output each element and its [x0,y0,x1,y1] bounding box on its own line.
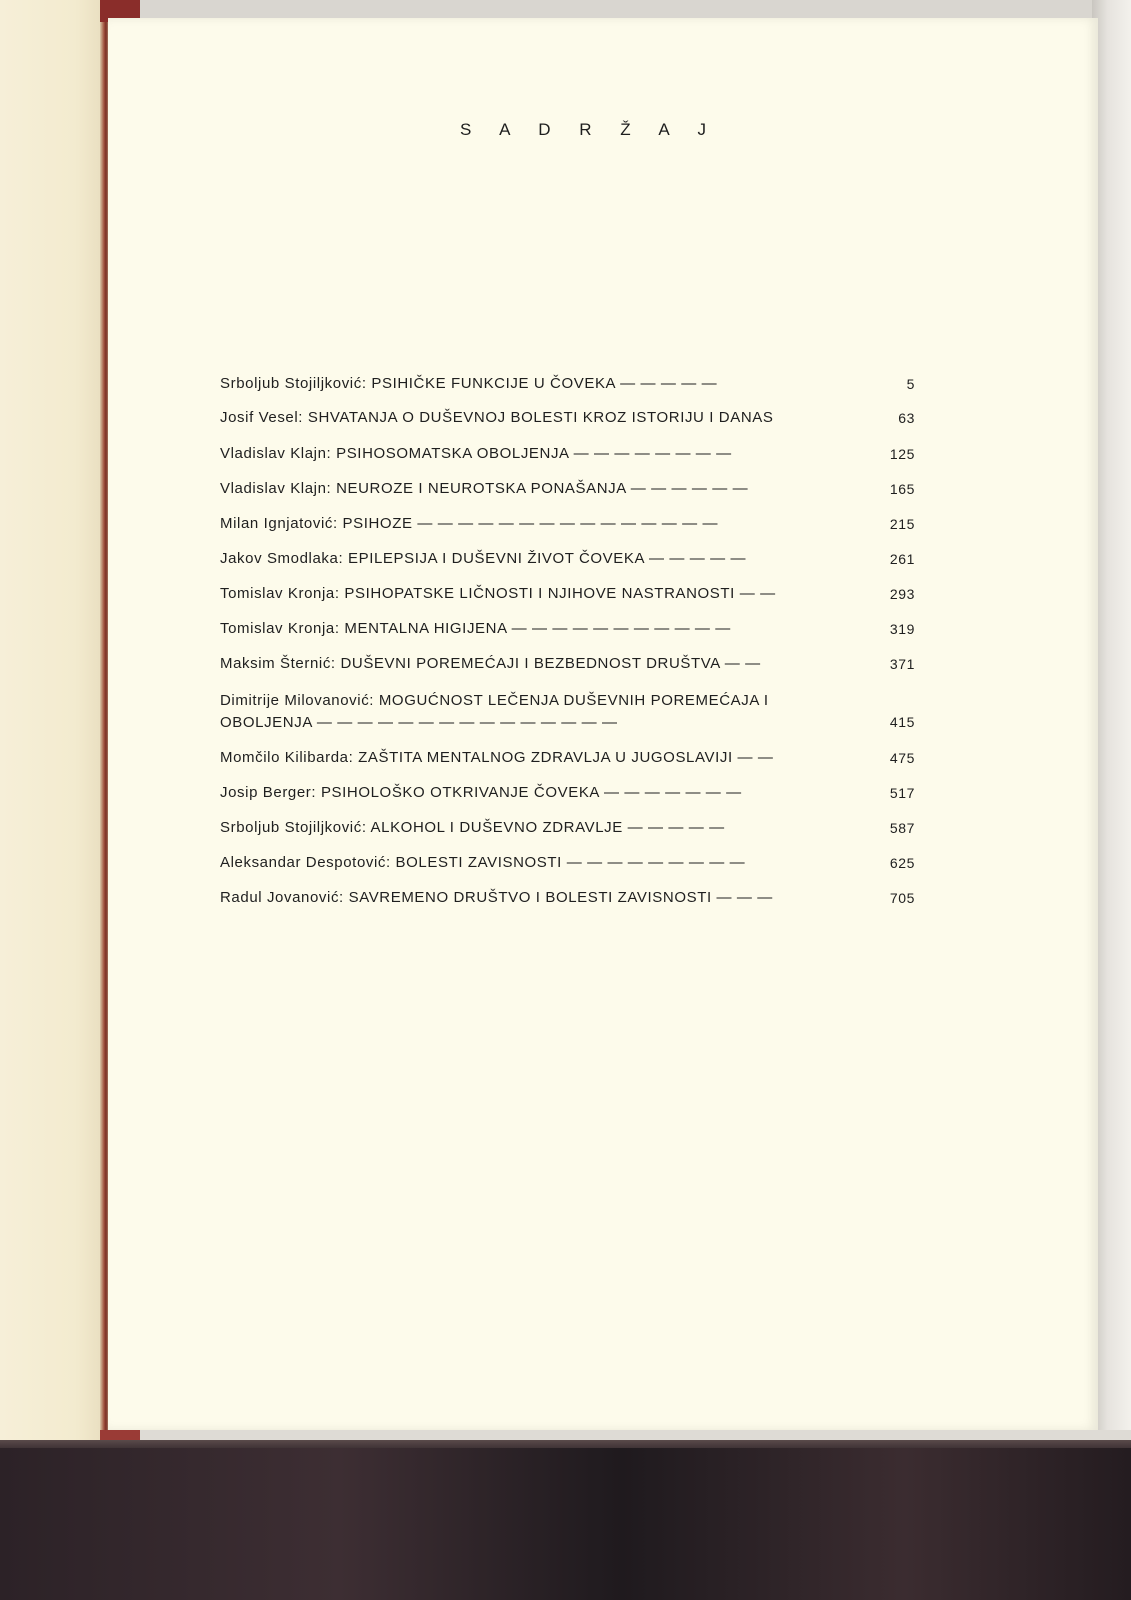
toc-entry [220,852,915,874]
toc-entry-text: Radul Jovanović: SAVREMENO DRUŠTVO I BOLESTI ZAVISNOSTI — — — [220,889,773,906]
toc-entry [220,887,915,909]
left-page [0,0,108,1440]
toc-page-number: 215 [889,516,915,532]
toc-page-number: 125 [889,446,915,462]
toc-page-number: 587 [889,820,915,836]
toc-entry [220,407,915,429]
toc-entry [220,782,915,804]
toc-entry-text: Dimitrije Milovanović: MOGUĆNOST LEČENJA DUŠEVNIH POREMEĆAJA I OBOLJENJA — — — — — — — — — — — — — — — [220,692,769,731]
toc-page-number: 293 [889,586,915,602]
toc-page-number: 5 [906,376,915,392]
toc-entry [220,653,915,675]
toc-entry [220,478,915,500]
toc-page-number: 475 [889,750,915,766]
toc-page-number: 517 [889,785,915,801]
toc-entry-text: Vladislav Klajn: PSIHOSOMATSKA OBOLJENJA — — — — — — — — [220,445,732,462]
toc-entry [220,618,915,640]
toc-entry-text: Srboljub Stojiljković: PSIHIČKE FUNKCIJE U ČOVEKA — — — — — [220,375,718,392]
toc-entry [220,817,915,839]
toc-entry [220,690,915,734]
toc-entry-text: Jakov Smodlaka: EPILEPSIJA I DUŠEVNI ŽIVOT ČOVEKA — — — — — [220,550,747,567]
toc-page-number: 705 [889,890,915,906]
toc-entry [220,548,915,570]
toc-page-number: 63 [898,410,915,426]
toc-entry-text: Josif Vesel: SHVATANJA O DUŠEVNOJ BOLESTI KROZ ISTORIJU I DANAS [220,409,774,426]
toc-page-number: 319 [889,621,915,637]
toc-entry [220,583,915,605]
toc-entry-text: Momčilo Kilibarda: ZAŠTITA MENTALNOG ZDRAVLJA U JUGOSLAVIJI — — [220,749,774,766]
toc-page-number: 261 [889,551,915,567]
toc-entry-text: Tomislav Kronja: PSIHOPATSKE LIČNOSTI I NJIHOVE NASTRANOSTI — — [220,585,776,602]
page-title: S A D R Ž A J [460,120,719,139]
toc-entry-text: Vladislav Klajn: NEUROZE I NEUROTSKA PONAŠANJA — — — — — — [220,480,749,497]
toc-page-number: 415 [889,714,915,730]
toc-entry-text: Srboljub Stojiljković: ALKOHOL I DUŠEVNO ZDRAVLJE — — — — — [220,819,725,836]
toc-entry-text: Maksim Šternić: DUŠEVNI POREMEĆAJI I BEZBEDNOST DRUŠTVA — — [220,655,761,672]
toc-entry-text: Tomislav Kronja: MENTALNA HIGIJENA — — — — — — — — — — — [220,620,731,637]
toc-page-number: 371 [889,656,915,672]
toc-entry-text: Aleksandar Despotović: BOLESTI ZAVISNOSTI — — — — — — — — — [220,854,746,871]
toc-entry [220,747,915,769]
toc-entry-text: Josip Berger: PSIHOLOŠKO OTKRIVANJE ČOVEKA — — — — — — — [220,784,742,801]
toc-entry-text: Milan Ignjatović: PSIHOZE — — — — — — — — — — — — — — — [220,515,719,532]
toc-entry [220,513,915,535]
toc-page-number: 165 [889,481,915,497]
toc-entry [220,373,915,395]
background-surface [0,1448,1131,1600]
toc-page-number: 625 [889,855,915,871]
toc-entry [220,443,915,465]
